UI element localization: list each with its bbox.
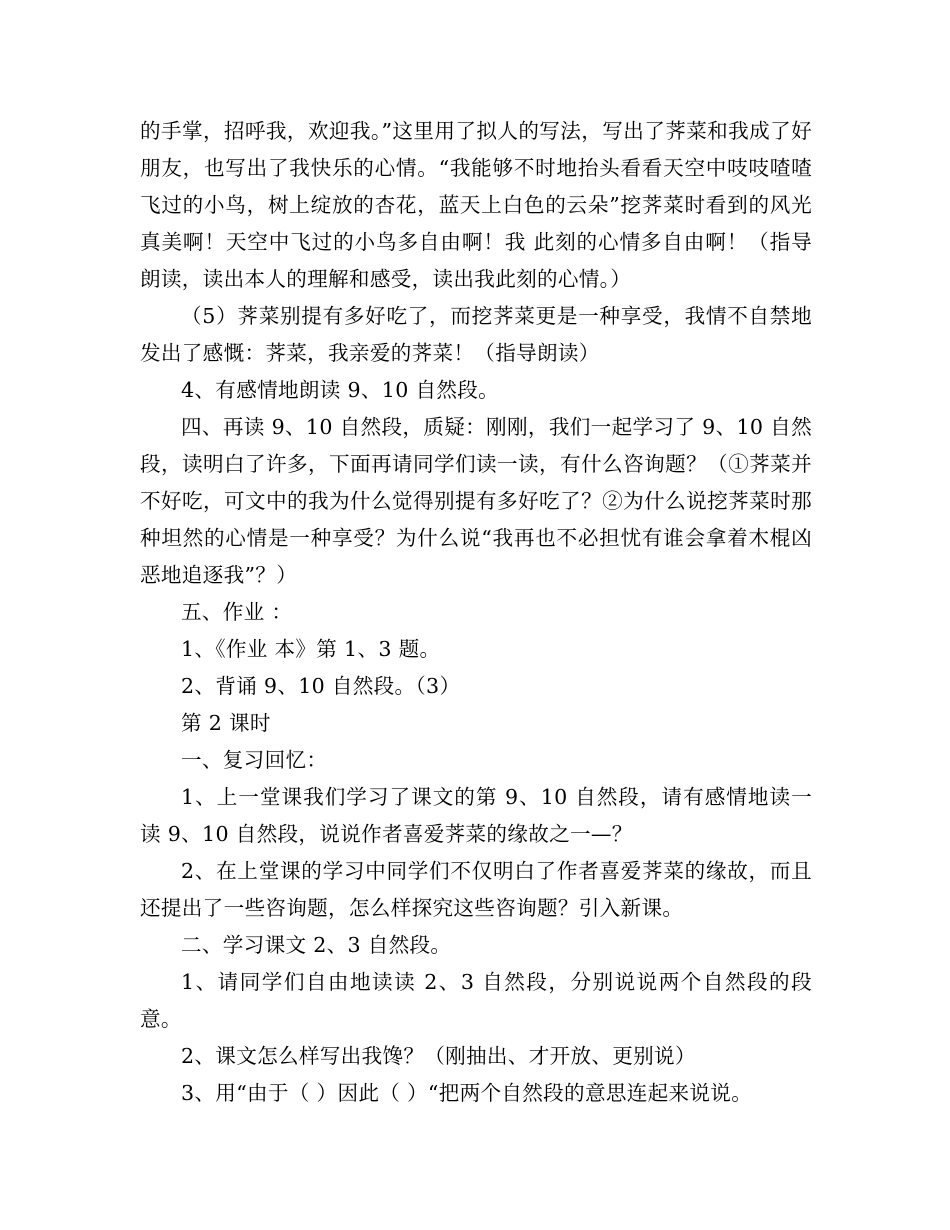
paragraph-1: 的手掌，招呼我，欢迎我。”这里用了拟人的写法，写出了荠菜和我成了好朋友，也写出了我快乐的心情。“我能够不时地抬头看看天空中吱吱喳喳飞过的小鸟，树上绽放的杏花，蓝天上白色的云朵”挖荠菜时看到的风光真美啊！天空中飞过的小鸟多自由啊！我 此刻的心情多自由啊！（指导朗读，读出本人的理解和感受，读出我此刻的心情。）	[140, 119, 812, 291]
paragraph-8: 第 2 课时	[181, 711, 271, 735]
paragraph-2: （5）荠菜别提有多好吃了，而挖荠菜更是一种享受，我情不自禁地发出了感慨：荠菜，我亲爱的荠菜！（指导朗读）	[140, 304, 812, 365]
paragraph-14: 2、课文怎么样写出我馋？（刚抽出、才开放、更别说）	[181, 1044, 696, 1068]
paragraph-5: 五、作业 ：	[181, 600, 293, 624]
paragraph-7: 2、背诵 9、10 自然段。（3）	[181, 674, 461, 698]
paragraph-10: 1、上一堂课我们学习了课文的第 9、10 自然段，请有感情地读一读 9、10 自然段，说说作者喜爱荠菜的缘故之一—？	[140, 785, 812, 846]
paragraph-3: 4、有感情地朗读 9、10 自然段。	[181, 378, 500, 402]
document-body	[140, 113, 812, 1112]
paragraph-11: 2、在上堂课的学习中同学们不仅明白了作者喜爱荠菜的缘故，而且还提出了一些咨询题，怎么样探究这些咨询题？引入新课。	[140, 859, 812, 920]
paragraph-6: 1、《作业 本》第 1、3 题。	[181, 637, 441, 661]
paragraph-13: 1、请同学们自由地读读 2、3 自然段，分别说说两个自然段的段意。	[140, 970, 812, 1031]
paragraph-9: 一、复习回忆：	[181, 748, 328, 772]
paragraph-4: 四、再读 9、10 自然段，质疑：刚刚，我们一起学习了 9、10 自然段，读明白了许多，下面再请同学们读一读，有什么咨询题？（①荠菜并不好吃，可文中的我为什么觉得别提有多好吃了？②为什么说挖荠菜时那种坦然的心情是一种享受？为什么说“我再也不必担忧有谁会拿着木棍凶恶地追逐我”？）	[140, 415, 812, 587]
paragraph-12: 二、学习课文 2、3 自然段。	[181, 933, 452, 957]
paragraph-15: 3、用“由于（ ）因此（ ）“把两个自然段的意思连起来说说。	[181, 1081, 753, 1105]
